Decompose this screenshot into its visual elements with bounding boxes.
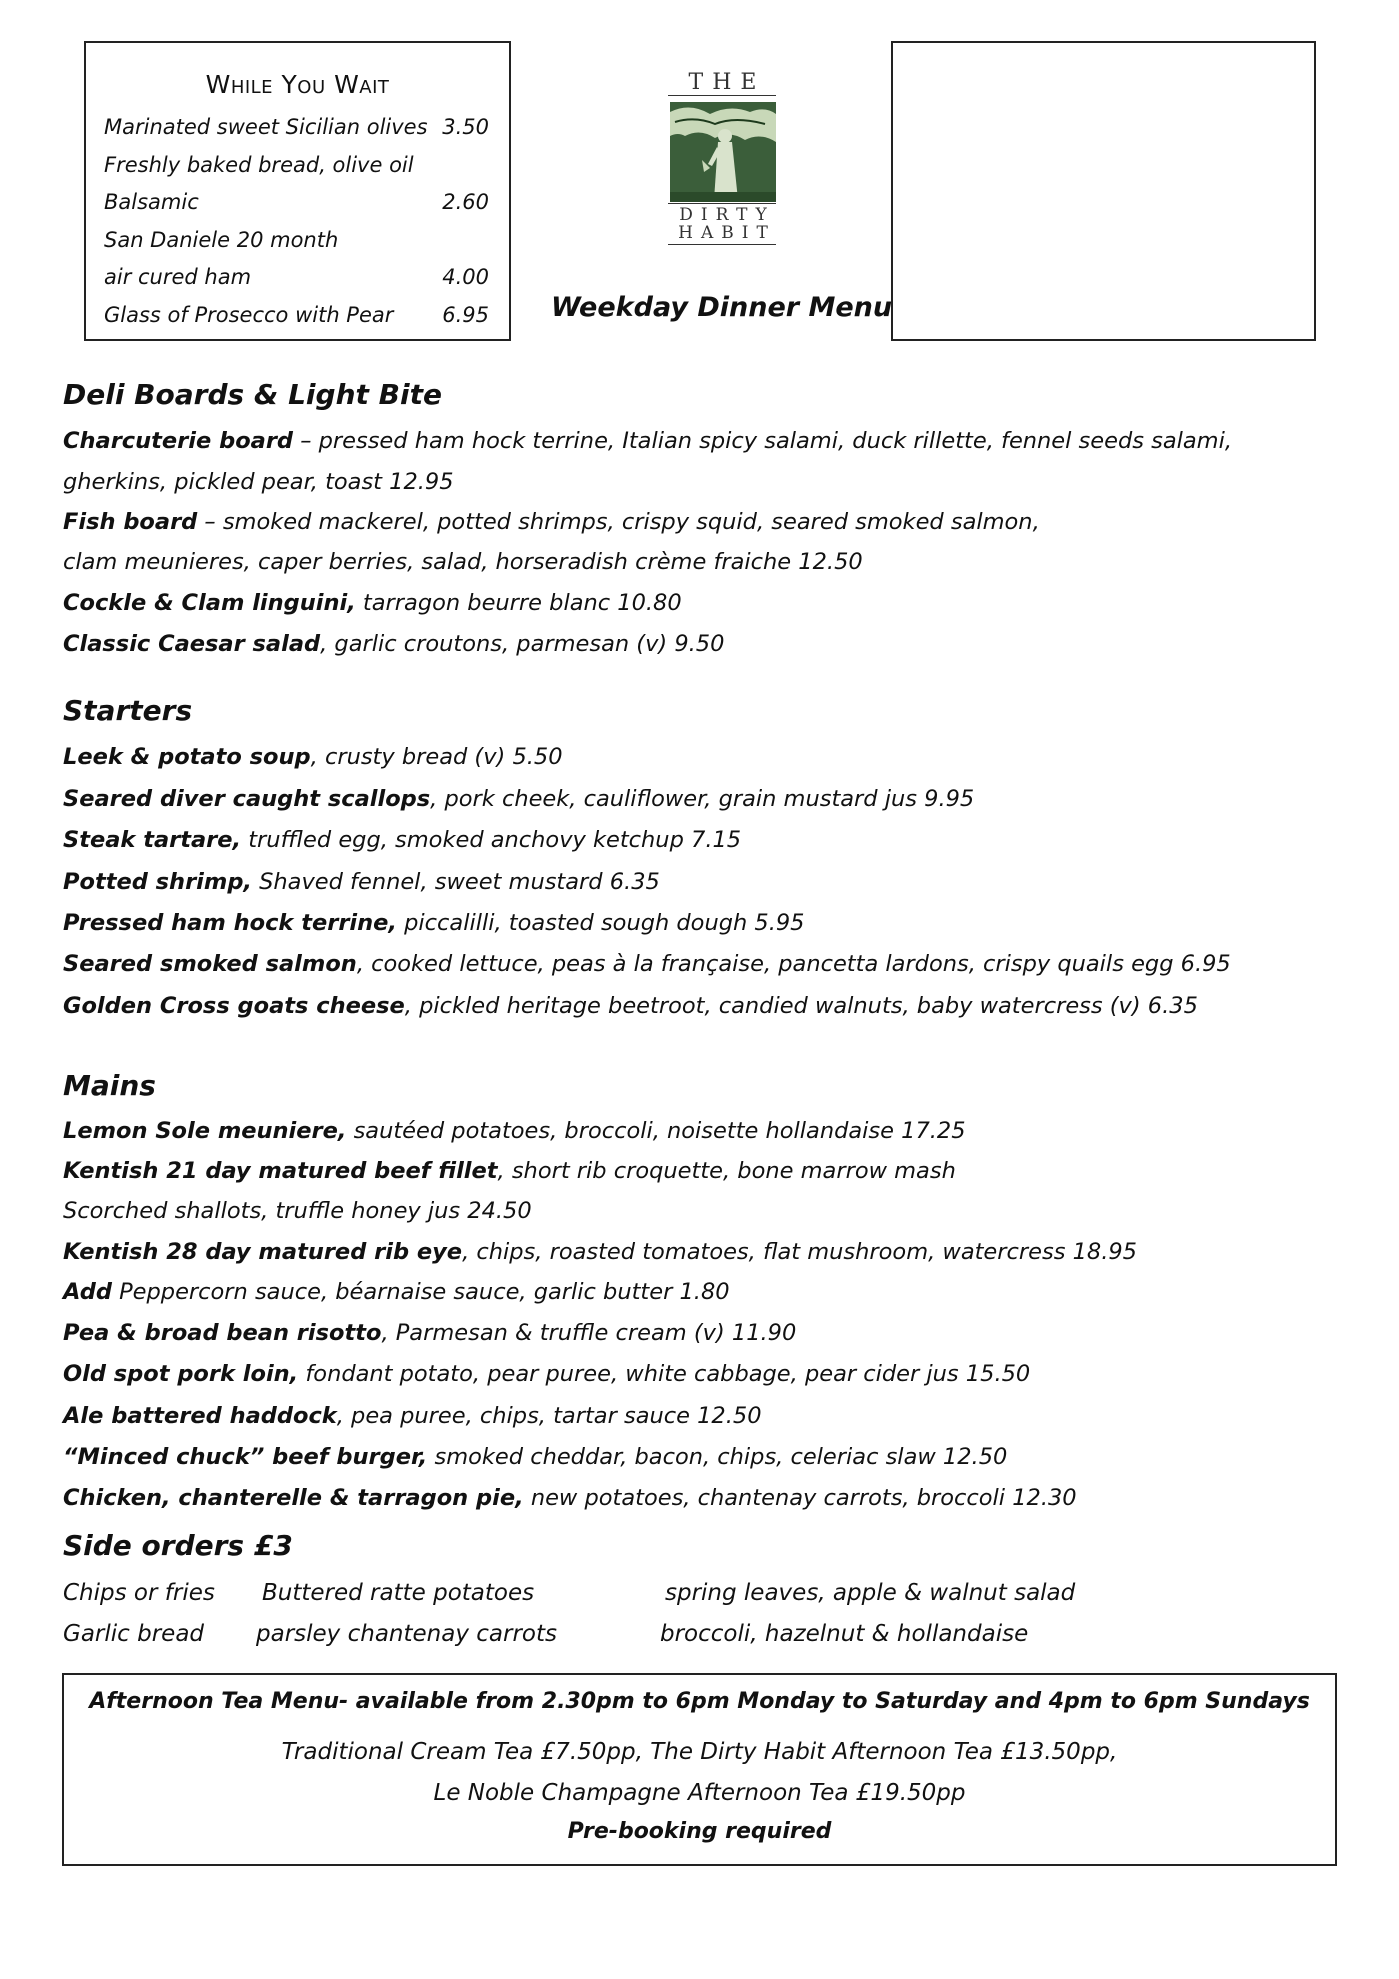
wait-item-text: Glass of Prosecco with Pear (104, 303, 394, 327)
dish-name: “Minced chuck” beef burger, (63, 1444, 428, 1470)
wait-item-price: 2.60 (442, 190, 489, 214)
wait-item (104, 115, 489, 149)
dish-description: , pea puree, chips, tartar sauce 12.50 (336, 1403, 762, 1429)
menu-line (63, 910, 805, 936)
menu-line (63, 1279, 730, 1305)
menu-line (63, 951, 1231, 977)
menu-line (63, 1198, 532, 1224)
side-item: spring leaves, apple & walnut salad (665, 1580, 1076, 1606)
logo-word-habit: HABIT (678, 223, 776, 243)
menu-line (63, 1320, 796, 1346)
dish-description: – smoked mackerel, potted shrimps, crispy squid, seared smoked salmon, (197, 509, 1040, 535)
dish-description: sautéed potatoes, broccoli, noisette hollandaise 17.25 (346, 1118, 966, 1144)
dish-name: Cockle & Clam linguini, (63, 590, 356, 616)
section-heading-deli: Deli Boards & Light Bite (63, 378, 442, 411)
wait-item-text: Marinated sweet Sicilian olives (104, 115, 428, 139)
dish-name: Seared smoked salmon (63, 951, 357, 977)
dish-name: Fish board (63, 509, 198, 535)
wait-item-text: air cured ham (104, 265, 252, 289)
dish-description: clam meunieres, caper berries, salad, horseradish crème fraiche 12.50 (63, 549, 863, 575)
menu-line (63, 1485, 1077, 1511)
section-heading-mains: Mains (63, 1069, 156, 1102)
dish-description: , crusty bread (v) 5.50 (310, 744, 563, 770)
dish-description: truffled egg, smoked anchovy ketchup 7.15 (241, 827, 742, 853)
menu-line (63, 1239, 1137, 1265)
menu-line (63, 993, 1198, 1019)
dish-description: piccalilli, toasted sough dough 5.95 (396, 910, 805, 936)
menu-line (63, 1118, 966, 1144)
dish-name: Seared diver caught scallops (63, 786, 431, 812)
wait-item (104, 228, 489, 262)
side-item: parsley chantenay carrots (256, 1621, 557, 1647)
section-heading-starters: Starters (63, 694, 193, 727)
dish-name: Kentish 28 day matured rib eye (63, 1239, 463, 1265)
dish-description: , cooked lettuce, peas à la française, pancetta lardons, crispy quails egg 6.95 (356, 951, 1231, 977)
dish-name: Old spot pork loin, (63, 1361, 299, 1387)
dish-description: , short rib croquette, bone marrow mash (497, 1158, 956, 1184)
logo-rule (668, 95, 776, 96)
wait-item (104, 153, 489, 187)
dish-description: new potatoes, chantenay carrots, broccoli 12.30 (523, 1485, 1077, 1511)
dish-description: , Parmesan & truffle cream (v) 11.90 (381, 1320, 797, 1346)
dish-name: Potted shrimp, (63, 869, 252, 895)
dish-name: Chicken, chanterelle & tarragon pie, (63, 1485, 524, 1511)
dish-description: tarragon beurre blanc 10.80 (355, 590, 682, 616)
menu-line (63, 428, 1232, 454)
while-you-wait-title: While You Wait (205, 70, 390, 99)
wait-item-price: 6.95 (442, 303, 489, 327)
dish-description: smoked cheddar, bacon, chips, celeriac slaw 12.50 (427, 1444, 1008, 1470)
logo-rule (668, 203, 776, 204)
menu-line (63, 786, 974, 812)
wait-item-price: 3.50 (442, 115, 489, 139)
wait-item-price: 4.00 (442, 265, 489, 289)
dish-name: Charcuterie board (63, 428, 294, 454)
dish-description: Peppercorn sauce, béarnaise sauce, garlic butter 1.80 (111, 1279, 730, 1305)
wait-item (104, 303, 489, 337)
pre-booking-note: Pre-booking required (567, 1819, 832, 1844)
dirty-habit-logo (668, 72, 780, 252)
logo-rule (668, 244, 776, 245)
dish-name: Leek & potato soup (63, 744, 311, 770)
dish-description: , chips, roasted tomatoes, flat mushroom, watercress 18.95 (462, 1239, 1137, 1265)
dish-description: – pressed ham hock terrine, Italian spicy salami, duck rillette, fennel seeds salami, (293, 428, 1232, 454)
wait-item (104, 265, 489, 299)
dish-description: , pickled heritage beetroot, candied walnuts, baby watercress (v) 6.35 (404, 993, 1198, 1019)
dish-name: Kentish 21 day matured beef fillet (63, 1158, 498, 1184)
dish-name: Lemon Sole meuniere, (63, 1118, 347, 1144)
dish-name: Add (63, 1279, 112, 1305)
menu-line (63, 1158, 956, 1184)
menu-line (63, 744, 563, 770)
side-item: Buttered ratte potatoes (262, 1580, 535, 1606)
dish-description: fondant potato, pear puree, white cabbage, pear cider jus 15.50 (298, 1361, 1031, 1387)
menu-line (63, 469, 454, 495)
menu-line (63, 869, 660, 895)
dish-name: Pressed ham hock terrine, (63, 910, 397, 936)
dish-description: , garlic croutons, parmesan (v) 9.50 (320, 631, 725, 657)
dish-description: gherkins, pickled pear, toast 12.95 (63, 469, 454, 495)
dish-name: Golden Cross goats cheese (63, 993, 405, 1019)
wait-item-text: Balsamic (104, 190, 199, 214)
logo-text-top: THE (688, 70, 766, 95)
menu-line (63, 1403, 762, 1429)
menu-line (63, 631, 724, 657)
afternoon-tea-line: Le Noble Champagne Afternoon Tea £19.50pp (433, 1780, 966, 1806)
figure-with-tree-icon (670, 102, 776, 202)
dish-description: , pork cheek, cauliflower, grain mustard jus 9.95 (430, 786, 975, 812)
dish-name: Steak tartare, (63, 827, 242, 853)
menu-line (63, 509, 1040, 535)
dish-name: Ale battered haddock (63, 1403, 337, 1429)
logo-word-dirty: DIRTY (679, 205, 775, 225)
menu-line (63, 1444, 1007, 1470)
dish-description: Shaved fennel, sweet mustard 6.35 (251, 869, 660, 895)
side-item: Garlic bread (63, 1621, 205, 1647)
menu-title: Weekday Dinner Menu (551, 292, 893, 323)
dish-description: Scorched shallots, truffle honey jus 24.50 (63, 1198, 532, 1224)
section-heading-sides: Side orders £3 (63, 1529, 293, 1562)
afternoon-tea-line: Traditional Cream Tea £7.50pp, The Dirty Habit Afternoon Tea £13.50pp, (281, 1739, 1118, 1765)
dish-name: Pea & broad bean risotto (63, 1320, 382, 1346)
afternoon-tea-box (62, 1673, 1337, 1866)
wait-item (104, 190, 489, 224)
while-you-wait-box (84, 41, 511, 341)
side-item: Chips or fries (63, 1580, 215, 1606)
wait-item-text: San Daniele 20 month (104, 228, 339, 252)
menu-line (63, 549, 863, 575)
blank-box (891, 41, 1316, 341)
menu-line (63, 1361, 1030, 1387)
menu-line (63, 590, 682, 616)
afternoon-tea-heading: Afternoon Tea Menu- available from 2.30pm to 6pm Monday to Saturday and 4pm to 6pm Sundays (89, 1689, 1310, 1714)
side-item: broccoli, hazelnut & hollandaise (660, 1621, 1029, 1647)
dish-name: Classic Caesar salad (63, 631, 321, 657)
wait-item-text: Freshly baked bread, olive oil (104, 153, 414, 177)
logo-text-bottom (672, 206, 782, 242)
menu-line (63, 827, 741, 853)
